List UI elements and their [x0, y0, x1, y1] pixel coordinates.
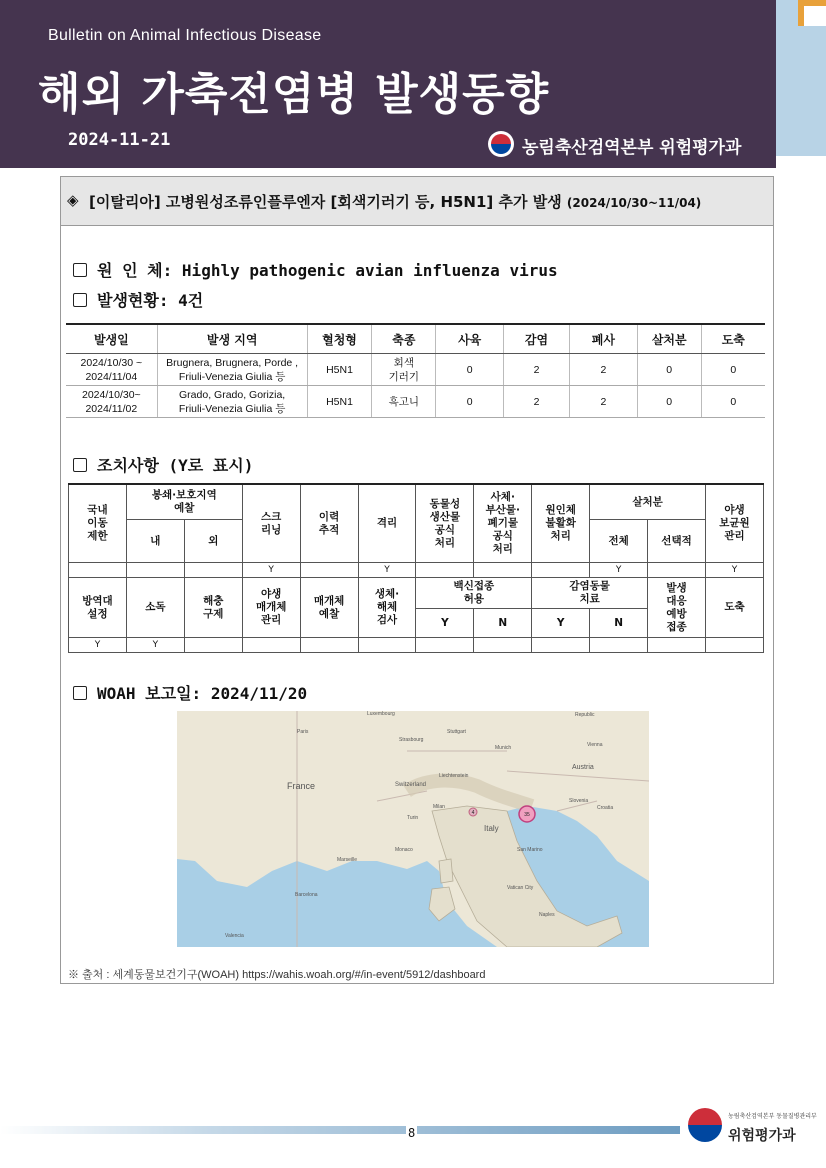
tracing: 이력 추적	[300, 484, 358, 563]
value-cell	[416, 638, 474, 653]
woah-date: 2024/11/20	[210, 684, 308, 703]
map-label-san-marino: San Marino	[517, 847, 543, 853]
map-label-stuttgart: Stuttgart	[447, 729, 466, 735]
page-number: 8	[408, 1126, 416, 1140]
checkbox-icon	[73, 263, 87, 277]
report-header	[61, 177, 773, 226]
official-carcass-disposal: 사체· 부산물· 폐기물 공식 처리	[474, 484, 532, 563]
value-cell: Y	[242, 563, 300, 578]
vaccination-y: Y	[416, 609, 474, 638]
col-region: 발생 지역	[157, 324, 307, 354]
cell-culled: 0	[637, 386, 701, 418]
map-label-liechtenstein: Liechtenstein	[439, 773, 469, 779]
pathogen-label: 원 인 체:	[97, 261, 173, 280]
woah-label: WOAH 보고일:	[97, 684, 202, 703]
value-cell	[416, 563, 474, 578]
measures-values-row2	[69, 638, 764, 653]
measures-label: 조치사항 (Y로 표시)	[97, 456, 254, 475]
header-org: 농림축산검역본부 위험평가과	[522, 138, 742, 158]
cell-species	[372, 354, 436, 386]
value-cell	[126, 563, 184, 578]
vaccination-n: N	[474, 609, 532, 638]
footer-org: 위험평가과	[728, 1128, 796, 1144]
table-row	[66, 386, 765, 418]
cell-date	[66, 354, 157, 386]
map-label-vatican: Vatican City	[507, 885, 534, 891]
map-label-valencia: Valencia	[225, 933, 244, 939]
wildlife-reservoir: 야생 보균원 관리	[705, 484, 763, 563]
value-cell	[474, 638, 532, 653]
measures-header-row2	[69, 578, 764, 609]
checkbox-icon	[73, 458, 87, 472]
value-cell	[69, 563, 127, 578]
cell-serotype: H5N1	[307, 386, 372, 418]
treatment-y: Y	[532, 609, 590, 638]
value-cell	[648, 563, 706, 578]
map-label-turin: Turin	[407, 815, 419, 821]
zone-surveillance: 봉쇄·보호지역 예찰	[126, 484, 242, 520]
cell-serotype: H5N1	[307, 354, 372, 386]
value-cell	[532, 638, 590, 653]
woah-line	[73, 681, 307, 704]
value-cell: Y	[590, 563, 648, 578]
value-cell	[300, 638, 358, 653]
map-cluster-label-b: 35	[524, 812, 530, 818]
vector-surveillance: 매개체 예찰	[300, 578, 358, 638]
outbreak-vaccination: 발생 대응 예방 접종	[648, 578, 706, 638]
status-line	[73, 288, 203, 311]
col-culled: 살처분	[637, 324, 701, 354]
corner-tab-inner	[804, 6, 826, 26]
pest-control: 해충 구제	[184, 578, 242, 638]
map-label-paris: Paris	[297, 729, 309, 735]
page-title: 해외 가축전염병 발생동향	[38, 69, 550, 120]
region-line2: Friuli-Venezia Giulia 등	[178, 370, 286, 383]
cell-date	[66, 386, 157, 418]
value-cell	[184, 638, 242, 653]
slaughter: 도축	[705, 578, 763, 638]
map-cluster-label-a: 4	[471, 810, 475, 816]
value-cell: Y	[69, 638, 127, 653]
footer-bar	[0, 1126, 680, 1134]
col-slaughtered: 도축	[701, 324, 765, 354]
checkbox-icon	[73, 293, 87, 307]
value-cell	[358, 638, 416, 653]
taegeuk-logo-icon	[488, 131, 514, 157]
col-dead: 폐사	[569, 324, 637, 354]
map-label-marseille: Marseille	[337, 857, 358, 863]
map-svg	[177, 711, 649, 947]
zone-outside: 외	[184, 520, 242, 563]
map-label-munich: Munich	[495, 745, 512, 751]
pathogen-value: Highly pathogenic avian influenza virus	[181, 261, 558, 280]
value-cell	[242, 638, 300, 653]
measures-table	[68, 483, 764, 653]
cell-species: 흑고니	[372, 386, 436, 418]
measures-header-row1	[69, 484, 764, 520]
value-cell: Y	[705, 563, 763, 578]
outbreak-map[interactable]	[177, 711, 649, 947]
bulletin-subtitle: Bulletin on Animal Infectious Disease	[48, 27, 322, 44]
map-label-milan: Milan	[433, 804, 445, 810]
date-end: 2024/11/04	[85, 370, 138, 383]
cell-slaughtered: 0	[701, 354, 765, 386]
cell-reared: 0	[436, 354, 504, 386]
movement-restriction: 국내 이동 제한	[69, 484, 127, 563]
map-label-monaco: Monaco	[395, 847, 413, 853]
map-label-barcelona: Barcelona	[295, 892, 318, 898]
map-label-luxembourg: Luxembourg	[367, 711, 395, 717]
source-footnote: ※ 출처 : 세계동물보건기구(WOAH) https://wahis.woah.org/#/in-event/5912/dashboard	[68, 969, 486, 981]
map-label-republic: Republic	[575, 712, 595, 718]
col-infected: 감염	[504, 324, 570, 354]
region-line2: Friuli-Venezia Giulia 등	[178, 402, 286, 415]
col-serotype: 혈청형	[307, 324, 372, 354]
cell-region	[157, 386, 307, 418]
report-period: (2024/10/30~11/04)	[566, 196, 702, 210]
zoning: 방역대 설정	[69, 578, 127, 638]
cell-culled: 0	[637, 354, 701, 386]
col-reared: 사육	[436, 324, 504, 354]
screening: 스크 리닝	[242, 484, 300, 563]
treatment-n: N	[590, 609, 648, 638]
disinfection: 소독	[126, 578, 184, 638]
value-cell	[590, 638, 648, 653]
region-line1: Grado, Grado, Gorizia,	[179, 388, 286, 401]
value-cell	[705, 638, 763, 653]
cell-slaughtered: 0	[701, 386, 765, 418]
map-label-italy: Italy	[484, 824, 499, 833]
map-label-strasbourg: Strasbourg	[399, 737, 424, 743]
map-label-austria: Austria	[572, 764, 594, 771]
wild-vector-control: 야생 매개체 관리	[242, 578, 300, 638]
pathogen-line	[73, 258, 558, 281]
culling-selective: 선택적	[648, 520, 706, 563]
outbreak-table	[66, 323, 765, 418]
cell-dead: 2	[569, 354, 637, 386]
outbreak-table-header	[66, 324, 765, 354]
date-start: 2024/10/30~	[81, 388, 141, 401]
inactivation: 원인체 불활화 처리	[532, 484, 590, 563]
value-cell: Y	[126, 638, 184, 653]
map-label-slovenia: Slovenia	[569, 798, 589, 804]
status-value: 4건	[178, 291, 204, 310]
map-label-france: France	[287, 781, 316, 791]
map-label-naples: Naples	[539, 912, 555, 918]
species-line2: 기러기	[388, 370, 420, 383]
region-line1: Brugnera, Brugnera, Porde ,	[166, 356, 299, 369]
checkbox-icon	[73, 686, 87, 700]
map-label-croatia: Croatia	[597, 805, 614, 811]
measures-values-row1	[69, 563, 764, 578]
report-title	[89, 191, 701, 212]
map-label-vienna: Vienna	[587, 742, 603, 748]
map-label-switzerland: Switzerland	[395, 782, 427, 788]
value-cell	[474, 563, 532, 578]
vaccination-allowed: 백신접종 허용	[416, 578, 532, 609]
species-line1: 회색	[393, 356, 414, 369]
cell-dead: 2	[569, 386, 637, 418]
cell-infected: 2	[504, 386, 570, 418]
bulletin-date: 2024-11-21	[68, 130, 171, 150]
official-product-disposal: 동물성 생산물 공식 처리	[416, 484, 474, 563]
value-cell: Y	[358, 563, 416, 578]
date-start: 2024/10/30 ~	[80, 356, 143, 369]
animal-treatment: 감염동물 치료	[532, 578, 648, 609]
cell-infected: 2	[504, 354, 570, 386]
ante-post-mortem: 생체· 해체 검사	[358, 578, 416, 638]
col-date: 발생일	[66, 324, 157, 354]
value-cell	[300, 563, 358, 578]
culling: 살처분	[590, 484, 706, 520]
diamond-icon: ◈	[67, 191, 79, 209]
col-species: 축종	[372, 324, 436, 354]
culling-all: 전체	[590, 520, 648, 563]
footer-org-small: 농림축산검역본부 동물질병관리부	[728, 1113, 817, 1120]
cell-reared: 0	[436, 386, 504, 418]
report-title-text: [이탈리아] 고병원성조류인플루엔자 [회색기러기 등, H5N1] 추가 발생	[89, 193, 562, 211]
cell-region	[157, 354, 307, 386]
zone-inside: 내	[126, 520, 184, 563]
date-end: 2024/11/02	[85, 402, 138, 415]
header-banner	[0, 0, 776, 168]
taegeuk-logo-icon	[688, 1108, 722, 1142]
value-cell	[184, 563, 242, 578]
measures-heading	[73, 453, 253, 476]
quarantine: 격리	[358, 484, 416, 563]
value-cell	[648, 638, 706, 653]
status-label: 발생현황:	[97, 291, 169, 310]
value-cell	[532, 563, 590, 578]
table-row	[66, 354, 765, 386]
